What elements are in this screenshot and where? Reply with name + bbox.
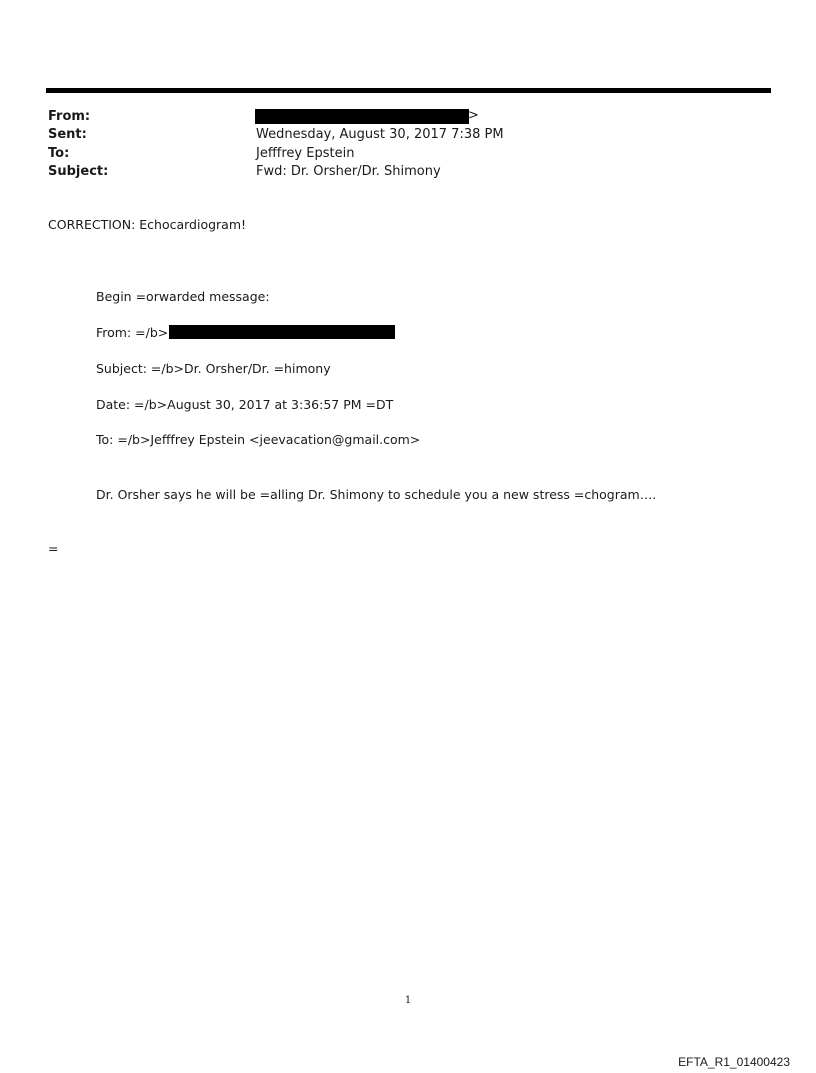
- correction-line: CORRECTION: Echocardiogram!: [48, 217, 247, 232]
- trailer-text: =: [48, 541, 59, 556]
- sent-value: Wednesday, August 30, 2017 7:38 PM: [256, 127, 504, 142]
- from-redaction: [255, 109, 469, 124]
- from-suffix: >: [468, 108, 479, 123]
- forwarded-to: To: =/b>Jefffrey Epstein <jeevacation@gmail.com>: [96, 432, 421, 447]
- forwarded-from-redaction: [169, 325, 395, 339]
- to-value: Jefffrey Epstein: [256, 146, 355, 161]
- page-number: 1: [404, 995, 412, 1006]
- forwarded-intro: Begin =orwarded message:: [96, 289, 270, 304]
- message-text: Dr. Orsher says he will be =alling Dr. Shimony to schedule you a new stress =chogram….: [96, 487, 657, 502]
- to-label: To:: [48, 146, 70, 161]
- sent-label: Sent:: [48, 127, 87, 142]
- forwarded-from: [96, 324, 395, 341]
- forwarded-subject: Subject: =/b>Dr. Orsher/Dr. =himony: [96, 361, 331, 376]
- forwarded-from-label: From: =/b>: [96, 325, 169, 340]
- subject-label: Subject:: [48, 164, 109, 179]
- document-id: EFTA_R1_01400423: [678, 1055, 790, 1069]
- forwarded-date: Date: =/b>August 30, 2017 at 3:36:57 PM =DT: [96, 397, 394, 412]
- subject-value: Fwd: Dr. Orsher/Dr. Shimony: [256, 164, 441, 179]
- from-label: From:: [48, 109, 91, 124]
- header-divider: [46, 88, 771, 93]
